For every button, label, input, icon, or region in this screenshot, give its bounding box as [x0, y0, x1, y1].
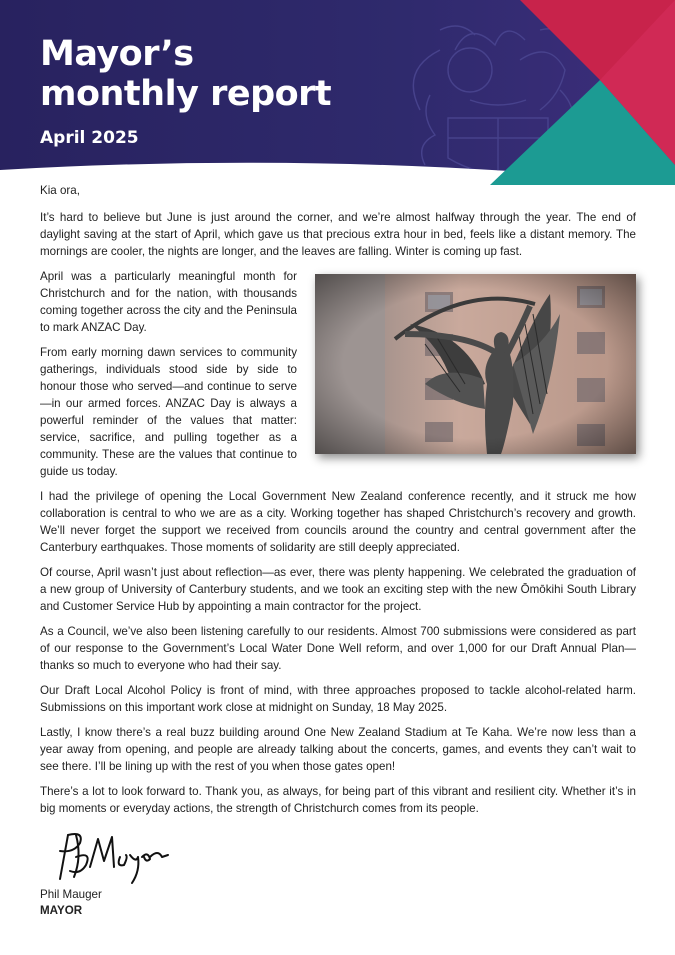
handwritten-signature [46, 827, 171, 885]
greeting: Kia ora, [40, 184, 80, 197]
report-date: April 2025 [40, 128, 139, 148]
paragraph: Our Draft Local Alcohol Policy is front of mind, with three approaches proposed to tackle alcohol-related harm. Submissions on this important work close at midnight on Sunday, 18 May 2025. [40, 684, 636, 714]
paragraph: From early morning dawn services to community gatherings, individuals stood side by side to honour those who served—and continue to serve—in our armed forces. ANZAC Day is always a powerful reminder of the values that matter: service, sacrifice, and pulling together as a community. These are the values that continue to guide us today. [40, 346, 297, 478]
signoff [40, 827, 636, 919]
title-line-2: monthly report [40, 74, 332, 114]
paragraph: I had the privilege of opening the Local Government New Zealand conference recently, and it struck me how collaboration is central to who we are as a city. Working together has shaped Christchurch’s recovery and growth. We’ll never forget the support we received from councils around the country and central government after the Canterbury earthquakes. Those moments of solidarity are still deeply appreciated. [40, 490, 636, 554]
paragraph: Of course, April wasn’t just about reflection—as ever, there was plenty happening. We celebrated the graduation of a new group of University of Canterbury students, and we took an exciting step with the new Ōmōkihi South Library and Customer Service Hub by appointing a main contractor for the project. [40, 566, 636, 613]
report-body [40, 182, 636, 919]
report-title [40, 34, 331, 114]
memorial-statue-image [315, 274, 636, 454]
paragraph: Lastly, I know there’s a real buzz building around One New Zealand Stadium at Te Kaha. We’re now less than a year away from opening, and people are already talking about the concerts, games, and events they can’t wait to see there. I’ll be lining up with the rest of you when those gates open! [40, 726, 636, 773]
anzac-memorial-photo [315, 274, 636, 454]
signatory-name: Phil Mauger [40, 888, 102, 901]
paragraph: It’s hard to believe but June is just around the corner, and we’re almost halfway through the year. The end of daylight saving at the start of April, which gave us that precious extra hour in bed, feels like a distant memory. The mornings are cooler, the nights are longer, and the leaves are falling. Winter is coming up fast. [40, 211, 636, 258]
header-banner [0, 0, 675, 192]
title-line-1: Mayor’s [40, 34, 194, 74]
paragraph: As a Council, we’ve also been listening carefully to our residents. Almost 700 submissions were considered as part of our response to the Government’s Local Water Done Well reform, and over 1,000 for our Draft Annual Plan—thanks so much to everyone who had their say. [40, 625, 636, 672]
signatory-role: MAYOR [40, 904, 83, 917]
paragraph: April was a particularly meaningful month for Christchurch and for the nation, with thousands coming together across the city and the Peninsula to mark ANZAC Day. [40, 270, 297, 334]
paragraph: There’s a lot to look forward to. Thank you, as always, for being part of this vibrant and resilient city. Whether it’s in big moments or everyday actions, the strength of Christchurch comes from its people. [40, 785, 636, 815]
